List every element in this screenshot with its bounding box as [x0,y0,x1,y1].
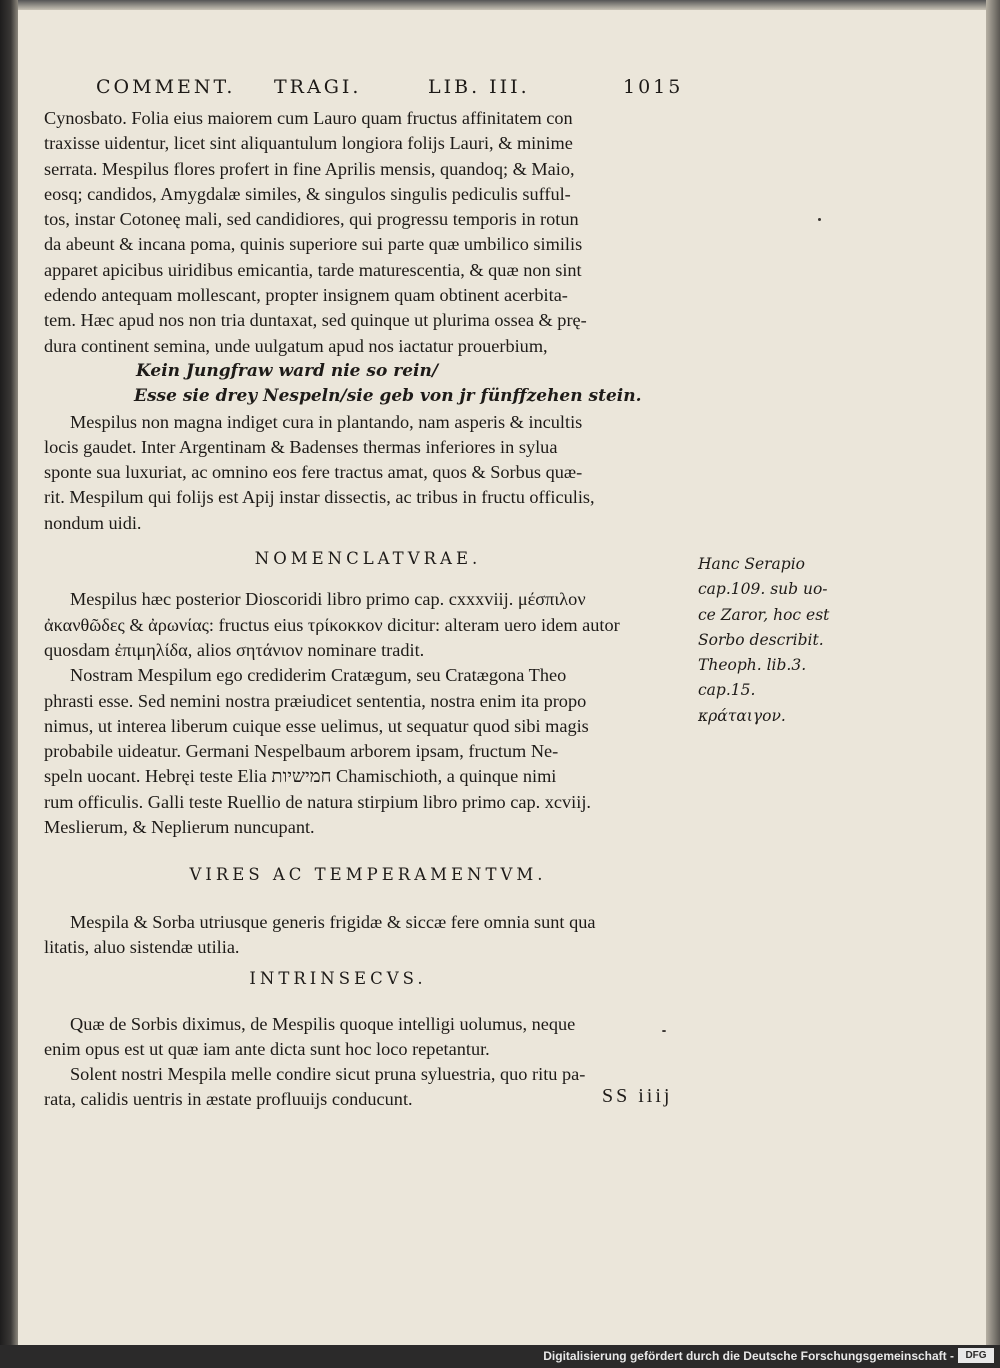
text-line: quosdam ἐπιμηλίδα, alios σητάνιον nominare tradit. [44,639,425,660]
section-heading-vires: VIRES AC TEMPERAMENTVM. [189,865,547,885]
header-book: LIB. III. [428,76,530,98]
paragraph-cultivation [44,410,692,536]
page-top-edge [0,0,1000,10]
text-line: edendo antequam mollescant, propter insignem quam obtinent acerbita- [44,285,568,306]
text-line: tos, instar Cotoneę mali, sed candidiores, qui progressu temporis in rotun [44,209,579,230]
text-line: Mespila & Sorba utriusque generis frigidæ & siccæ fere omnia sunt qua [70,911,596,932]
margin-line: cap.109. sub uo- [698,580,828,599]
text-line: ἀκανθῶδες & ἀρωνίας: fructus eius τρίκοκκον dicitur: alteram uero idem autor [44,614,620,635]
margin-line: Sorbo describit. [698,630,824,649]
text-line: rum officulis. Galli teste Ruellio de natura stirpium libro primo cap. xcviij. [44,791,591,812]
paragraph-nomenclature [44,587,692,840]
text-line: locis gaudet. Inter Argentinam & Badenses thermas inferiores in sylua [44,436,558,457]
proverb [44,359,692,410]
margin-line: Theoph. lib.3. [698,656,807,675]
text-line: enim opus est ut quæ iam ante dicta sunt hoc loco repetantur. [44,1038,490,1059]
header-comment: COMMENT. [96,76,236,98]
paragraph-intrinsecus [44,1012,692,1113]
text-line: apparet apicibus uiridibus emicantia, tarde maturescentia, & quæ non sint [44,259,582,280]
text-line: phrasti esse. Sed nemini nostra præiudicet sententia, nostra enim ita propo [44,690,587,711]
text-line: dura continent semina, unde uulgatum apud nos iactatur prouerbium, [44,335,548,356]
main-text [44,106,692,1113]
running-header [96,76,686,104]
margin-note [698,552,830,729]
dfg-logo: DFG [958,1348,994,1363]
text-line: nondum uidi. [44,512,142,533]
margin-line: ce Zaror, hoc est [698,605,830,624]
text-line: serrata. Mespilus flores profert in fine Aprilis mensis, quandoq; & Maio, [44,158,575,179]
text-line: speln uocant. Hebręi teste Elia חמישיות Chamischioth, a quinque nimi [44,766,557,787]
signature-mark: SS iiij [602,1085,673,1107]
paper-speck [818,218,821,221]
paragraph-description [44,106,692,359]
text-line: Cynosbato. Folia eius maiorem cum Lauro quam fructus affinitatem con [44,108,573,128]
section-heading-intrinsecus: INTRINSECVS. [249,969,427,989]
proverb-line: Esse sie drey Nespeln/sie geb von jr fünffzehen stein. [134,386,642,407]
margin-line: Hanc Serapio [698,555,806,573]
page-right-edge [986,0,1000,1345]
text-line: traxisse uidentur, licet sint aliquantulum longiora folijs Lauri, & minime [44,133,573,154]
text-line: litatis, aluo sistendæ utilia. [44,936,240,957]
margin-line: cap.15. [698,681,756,700]
text-line: nimus, ut interea liberum cuique esse uelimus, ut sequatur quod sibi magis [44,715,589,736]
paragraph-vires [44,910,692,961]
text-line: eosq; candidos, Amygdalæ similes, & singulos singulis pediculis sufful- [44,183,571,204]
text-line: probabile uideatur. Germani Nespelbaum arborem ipsam, fructum Ne- [44,741,559,762]
header-tragi: TRAGI. [274,76,362,98]
binding-shadow [0,0,18,1345]
text-line: sponte sua luxuriat, ac omnino eos fere tractus amat, quos & Sorbus quæ- [44,462,583,483]
text-line: tem. Hæc apud nos non tria duntaxat, sed quinque ut plurima ossea & prę- [44,310,587,331]
text-line: Solent nostri Mespila melle condire sicut pruna syluestria, quo ritu pa- [70,1064,586,1085]
section-heading-nomenclaturae: NOMENCLATVRAE. [254,549,482,569]
funding-credit: Digitalisierung gefördert durch die Deutsche Forschungsgemeinschaft - [543,1349,954,1363]
text-line: Mespilus non magna indiget cura in plantando, nam asperis & incultis [70,411,583,432]
text-line: da abeunt & incana poma, quinis superiore sui parte quæ umbilico similis [44,234,583,255]
margin-line: κράταιγον. [698,706,786,725]
page-number: 1015 [623,76,684,98]
paper-speck [662,1030,666,1032]
text-line: Nostram Mespilum ego crediderim Cratægum, seu Cratægona Theo [70,665,567,686]
proverb-line: Kein Jungfraw ward nie so rein/ [136,360,439,381]
text-line: Mespilus hæc posterior Dioscoridi libro primo cap. cxxxviij. μέσπιλον [70,589,586,610]
text-line: Meslierum, & Neplierum nuncupant. [44,817,315,838]
text-line: rit. Mespilum qui folijs est Apij instar dissectis, ac tribus in fructu officulis, [44,487,595,508]
text-line: Quæ de Sorbis diximus, de Mespilis quoque intelligi uolumus, neque [70,1013,576,1034]
text-line: rata, calidis uentris in æstate profluuijs conducunt. [44,1089,413,1110]
